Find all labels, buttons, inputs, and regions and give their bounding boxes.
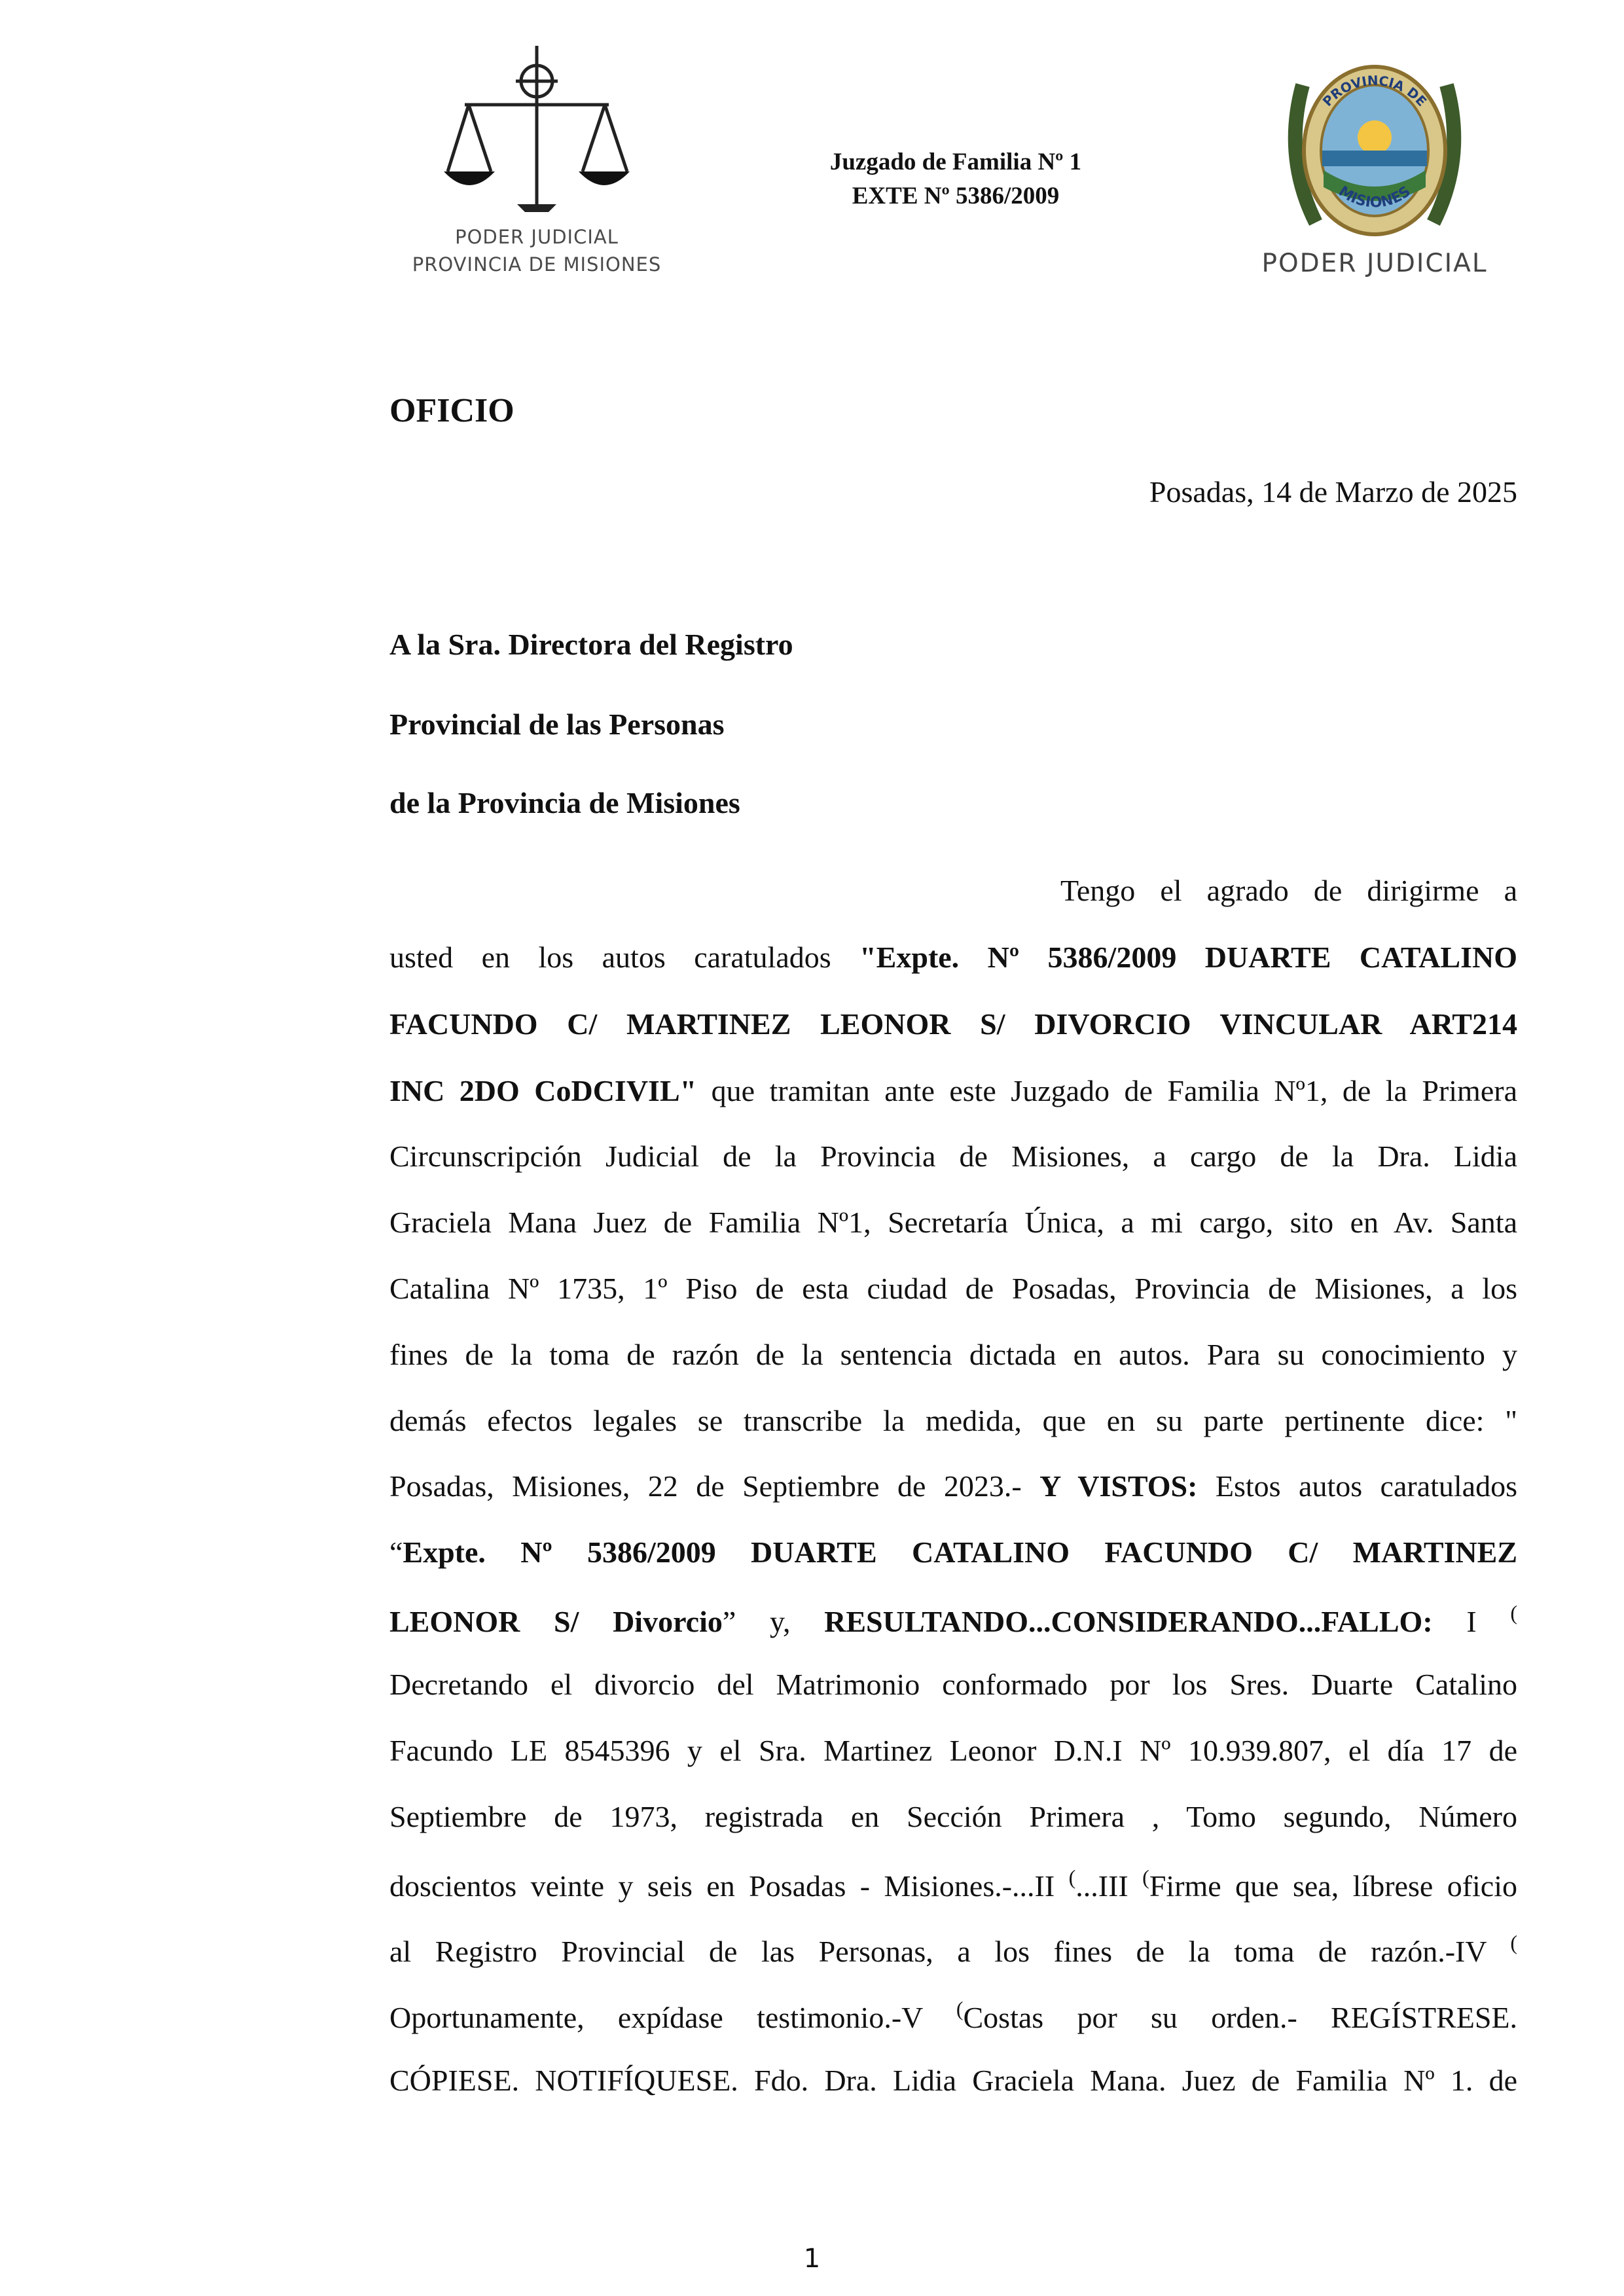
logo-caption: PODER JUDICIAL	[1261, 249, 1488, 278]
addressee-line: A la Sra. Directora del Registro	[389, 628, 793, 661]
body-line: Facundo LE 8545396 y el Sra. Martinez Leonor D.N.I Nº 10.939.807, el día 17 de	[389, 1734, 1517, 1767]
body-line: Circunscripción Judicial de la Provincia de Misiones, a cargo de la Dra. Lidia	[389, 1139, 1517, 1173]
document-title: OFICIO	[389, 392, 514, 429]
body-line: Oportunamente, expídase testimonio.-V (Costas por su orden.- REGÍSTRESE.	[389, 1997, 1517, 2034]
body-line: CÓPIESE. NOTIFÍQUESE. Fdo. Dra. Lidia Graciela Mana. Juez de Familia Nº 1. de	[389, 2064, 1517, 2097]
body-line: FACUNDO C/ MARTINEZ LEONOR S/ DIVORCIO VINCULAR ART214	[389, 1007, 1517, 1041]
logo-caption-line2: PROVINCIA DE MISIONES	[412, 253, 662, 276]
body-line: Tengo el agrado de dirigirme a	[1060, 874, 1517, 907]
body-line: “Expte. Nº 5386/2009 DUARTE CATALINO FACUNDO C/ MARTINEZ	[389, 1535, 1517, 1569]
provincial-seal-logo	[1237, 59, 1512, 281]
seal-bottom-text: MISIONES	[1335, 183, 1414, 211]
court-header	[746, 145, 1165, 213]
body-line: INC 2DO CoDCIVIL" que tramitan ante este Juzgado de Familia Nº1, de la Primera	[389, 1074, 1517, 1107]
body-line: Posadas, Misiones, 22 de Septiembre de 2023.- Y VISTOS: Estos autos caratulados	[389, 1469, 1518, 1503]
body-line: Decretando el divorcio del Matrimonio conformado por los Sres. Duarte Catalino	[389, 1668, 1517, 1701]
body-line: fines de la toma de razón de la sentencia dictada en autos. Para su conocimiento y	[389, 1338, 1517, 1371]
addressee-line: de la Provincia de Misiones	[389, 786, 740, 819]
body-line: usted en los autos caratulados "Expte. Nº 5386/2009 DUARTE CATALINO	[389, 941, 1517, 974]
poder-judicial-scales-logo	[393, 41, 681, 289]
body-line: Catalina Nº 1735, 1º Piso de esta ciudad de Posadas, Provincia de Misiones, a los	[389, 1272, 1517, 1305]
body-line: doscientos veinte y seis en Posadas - Misiones.-...II (...III (Firme que sea, líbrese oficio	[389, 1865, 1517, 1903]
logo-caption-line1: PODER JUDICIAL	[455, 226, 619, 248]
page-number: 1	[803, 2244, 821, 2274]
court-name: Juzgado de Familia Nº 1	[829, 149, 1082, 175]
body-line: al Registro Provincial de las Personas, a los fines de la toma de razón.-IV (	[389, 1931, 1517, 1968]
scales-of-justice-icon	[439, 41, 635, 217]
body-line: Graciela Mana Juez de Familia Nº1, Secretaría Única, a mi cargo, sito en Av. Santa	[389, 1206, 1517, 1239]
document-date: Posadas, 14 de Marzo de 2025	[1149, 475, 1517, 509]
body-line: LEONOR S/ Divorcio” y, RESULTANDO...CONSIDERANDO...FALLO: I (	[389, 1601, 1517, 1638]
case-number: EXTE Nº 5386/2009	[852, 183, 1060, 209]
body-line: Septiembre de 1973, registrada en Sección Primera , Tomo segundo, Número	[389, 1800, 1517, 1833]
addressee-line: Provincial de las Personas	[389, 708, 725, 741]
seal-top-text: PROVINCIA DE	[1319, 72, 1430, 110]
body-line: demás efectos legales se transcribe la medida, que en su parte pertinente dice: "	[389, 1404, 1517, 1437]
misiones-seal-icon	[1276, 59, 1473, 242]
